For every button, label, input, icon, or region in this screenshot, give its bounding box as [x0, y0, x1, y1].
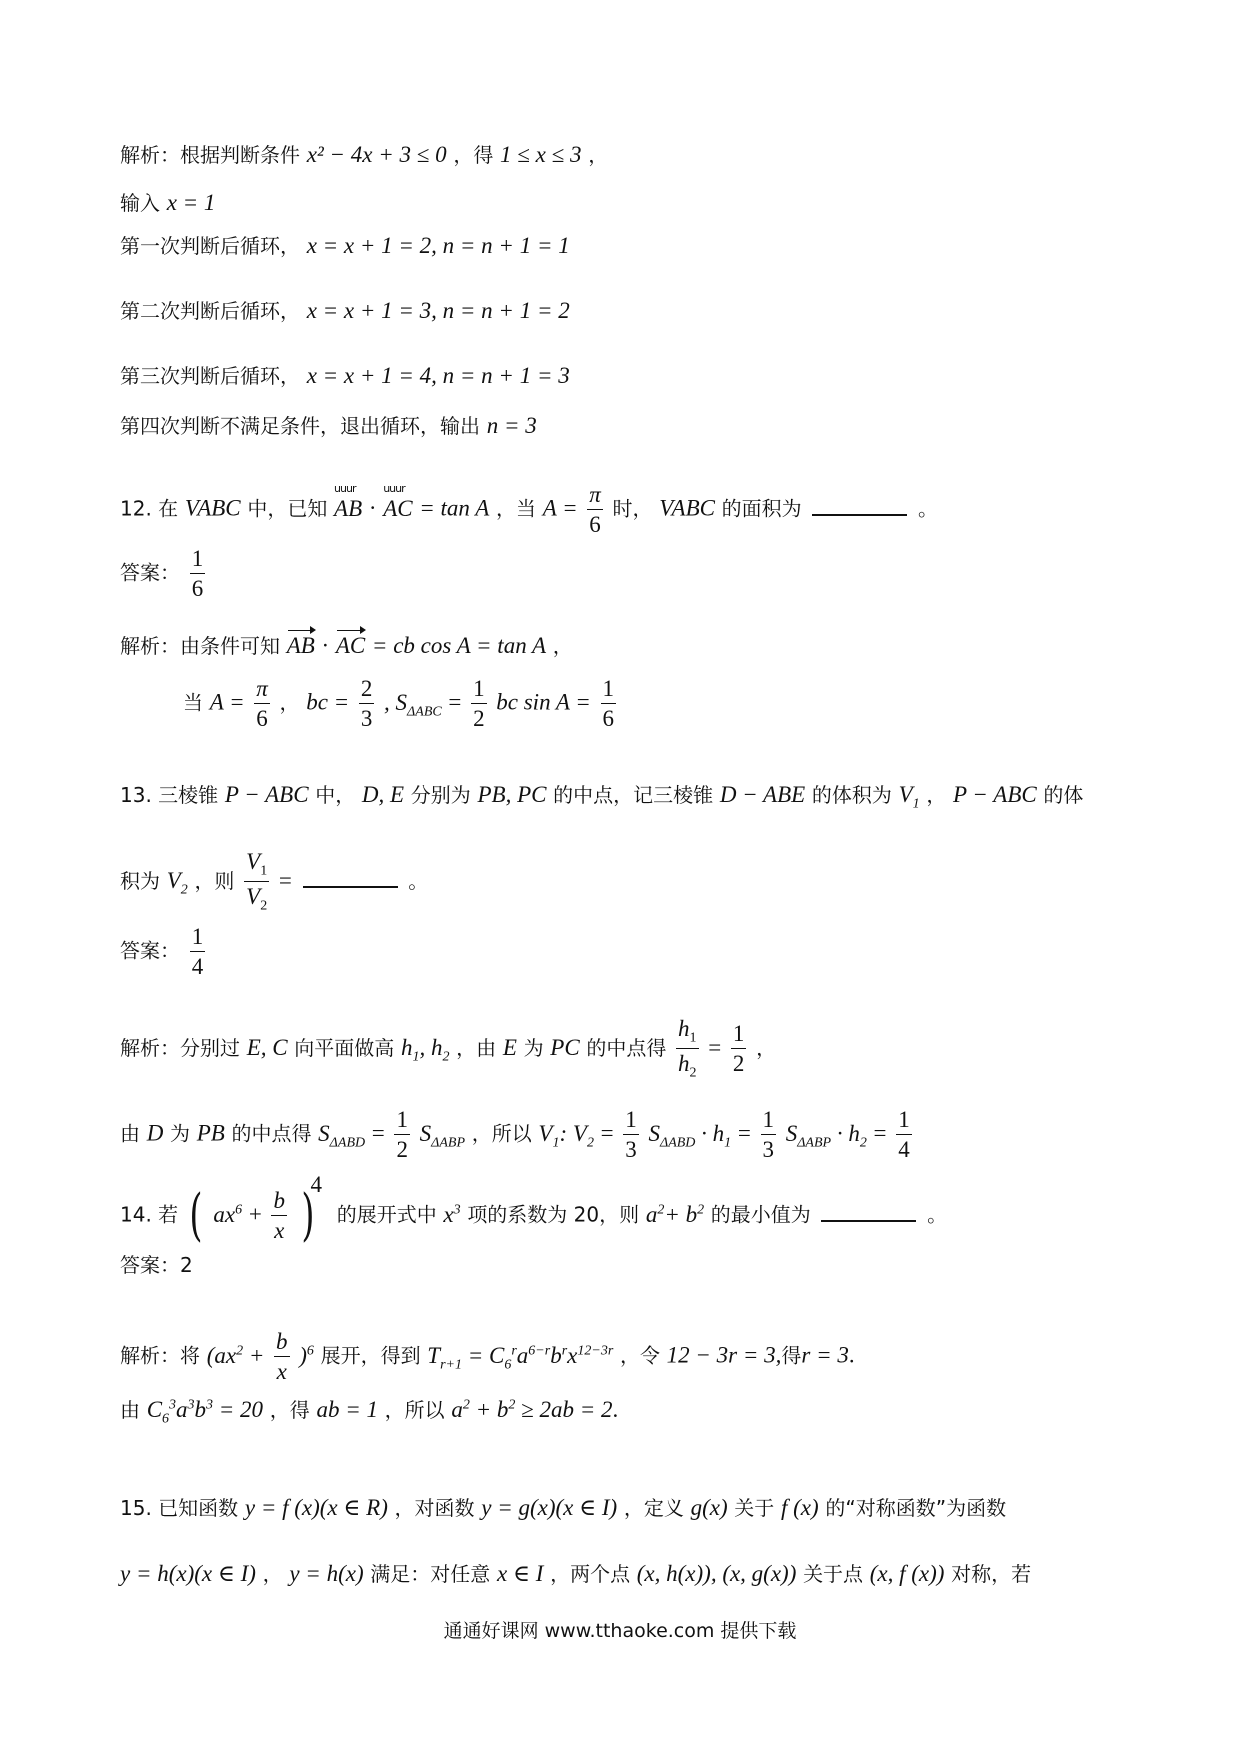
- math: VABC: [659, 495, 715, 521]
- numerator: π: [589, 482, 601, 507]
- text: 第四次判断不满足条件，退出循环，输出: [120, 414, 480, 438]
- text: ，: [262, 1562, 283, 1586]
- vector-ac: [383, 481, 413, 521]
- text: 分别为: [410, 783, 471, 807]
- answer-blank: [821, 1202, 916, 1222]
- math: 12 − 3r = 3,: [666, 1342, 782, 1368]
- denominator: 2: [473, 706, 485, 732]
- s: S: [648, 1120, 660, 1146]
- text: 第二次判断后循环，: [120, 299, 300, 323]
- question-14: [120, 1171, 948, 1248]
- question-13-line-2: [120, 850, 428, 915]
- math: x = x + 1 = 3, n = n + 1 = 2: [306, 298, 570, 323]
- text: 的体积为: [811, 783, 892, 807]
- s: S: [785, 1120, 798, 1146]
- subscript: 2: [586, 1135, 594, 1151]
- vector-ab: [334, 481, 363, 521]
- math-term: [213, 1202, 242, 1227]
- text: 的最小值为: [710, 1202, 811, 1227]
- answer-12: [120, 547, 208, 601]
- text: ，所以: [471, 1121, 532, 1146]
- equals: =: [600, 1120, 614, 1146]
- period: .: [612, 1397, 619, 1422]
- analysis-line-5: [120, 364, 570, 387]
- ax: (ax: [206, 1342, 237, 1368]
- equals: =: [737, 1120, 751, 1146]
- fraction: [896, 1108, 912, 1162]
- text: 输入: [120, 191, 160, 215]
- subscript: 2: [260, 898, 268, 914]
- fraction: [676, 1017, 699, 1082]
- math-term: [146, 1397, 264, 1427]
- denominator: 6: [191, 576, 204, 602]
- analysis-line-1: [120, 143, 608, 166]
- a: a: [451, 1397, 463, 1422]
- math: x = x + 1 = 4, n = n + 1 = 3: [306, 363, 570, 388]
- text: ，令: [619, 1343, 660, 1368]
- x: x: [443, 1201, 454, 1227]
- text: ，所以: [384, 1398, 445, 1422]
- text: ，对函数: [394, 1496, 475, 1520]
- denominator: 6: [256, 706, 268, 732]
- text: 向平面做高: [294, 1035, 395, 1060]
- superscript: 2: [462, 1397, 470, 1413]
- math-ratio: [538, 1120, 594, 1151]
- b: b: [550, 1342, 562, 1368]
- superscript: 2: [508, 1397, 516, 1413]
- text: 项的系数为 20，则: [467, 1202, 640, 1227]
- numerator: V: [246, 849, 261, 874]
- text: 的展开式中: [336, 1202, 437, 1227]
- fraction: [394, 1108, 410, 1162]
- denominator: x: [274, 1218, 285, 1243]
- a: a: [516, 1342, 529, 1368]
- subscript: 1: [412, 1049, 420, 1065]
- v: V: [898, 782, 913, 807]
- right-paren: ): [301, 1183, 315, 1248]
- answer-14: [120, 1255, 193, 1276]
- superscript: 6−r: [528, 1342, 551, 1358]
- equals: = 20: [218, 1397, 264, 1422]
- fraction: [601, 677, 617, 731]
- text: 解析：根据判断条件: [120, 143, 300, 167]
- numerator: 1: [190, 547, 206, 574]
- subscript: 6: [162, 1411, 170, 1427]
- fraction: [190, 547, 206, 601]
- math-heights: $h_1$, $h_2$: [400, 1034, 450, 1065]
- math: y = g(x)(x ∈ I): [481, 1495, 618, 1520]
- text: 的中点得: [231, 1121, 312, 1146]
- fraction: [731, 1022, 747, 1076]
- h: h: [430, 1034, 443, 1060]
- math: = cb cos A = tan A: [371, 633, 547, 658]
- s: S: [419, 1120, 432, 1146]
- text: 由: [120, 1398, 140, 1422]
- text: 为: [523, 1035, 544, 1060]
- h: h: [400, 1034, 413, 1060]
- a: a: [176, 1397, 188, 1422]
- b: b: [194, 1397, 207, 1422]
- page-footer: 通通好课网 www.tthaoke.com 提供下载: [443, 1620, 797, 1642]
- math: f (x): [780, 1495, 819, 1520]
- text: 中，: [315, 783, 356, 807]
- vector-ab: AB: [286, 633, 315, 658]
- analysis-line-4: [120, 299, 570, 322]
- numerator: h: [678, 1016, 690, 1041]
- text: 的面积为: [721, 496, 802, 521]
- numerator: 1: [896, 1108, 912, 1135]
- subscript: 2: [689, 1065, 697, 1081]
- math: D − ABE: [719, 782, 806, 807]
- math-condition: x² − 4x + 3 ≤ 0: [306, 142, 447, 167]
- math-term: [646, 1202, 704, 1227]
- denominator: 2: [396, 1137, 408, 1163]
- analysis-13-line-1: [120, 1017, 776, 1082]
- math: E: [502, 1034, 517, 1060]
- question-15-line-2: [120, 1562, 1031, 1585]
- analysis-14-line-2: [120, 1398, 618, 1427]
- text: 第一次判断后循环，: [120, 234, 300, 258]
- v: V: [166, 867, 181, 893]
- math: PB: [196, 1120, 225, 1146]
- question-15-line-1: [120, 1496, 1006, 1519]
- subscript: ΔABD: [659, 1135, 696, 1151]
- math: bc sin A =: [496, 689, 591, 715]
- text: ，当: [496, 496, 536, 521]
- numerator: 1: [471, 677, 487, 704]
- s: , S: [384, 689, 408, 715]
- fraction: [190, 925, 206, 979]
- text: ，: [756, 1035, 777, 1060]
- math-s: [384, 689, 442, 720]
- numerator: 1: [761, 1108, 777, 1135]
- math-term: [299, 1343, 314, 1368]
- superscript: r: [561, 1342, 568, 1358]
- math-s: [419, 1120, 466, 1151]
- t: T: [427, 1342, 441, 1368]
- question-number: 12. 在: [120, 496, 179, 521]
- dot-h: · h: [836, 1120, 860, 1146]
- denominator: 4: [191, 954, 204, 980]
- math: (x, h(x)), (x, g(x)): [636, 1561, 797, 1586]
- c: = C: [467, 1342, 505, 1368]
- math: E, C: [246, 1034, 288, 1060]
- math: D, E: [361, 782, 405, 807]
- math: P − ABC: [953, 782, 1037, 807]
- math: A =: [542, 495, 578, 521]
- text: ，定义: [623, 1496, 684, 1520]
- text: 时，: [612, 496, 653, 521]
- dot-h: · h: [701, 1120, 725, 1146]
- text: 。: [927, 1202, 948, 1227]
- subscript: 2: [442, 1049, 450, 1065]
- superscript: r: [511, 1342, 517, 1358]
- question-13-line-1: [120, 783, 1083, 812]
- denominator: h: [678, 1051, 690, 1077]
- text: ，则: [194, 868, 235, 893]
- v: V: [538, 1120, 553, 1146]
- analysis-line-3: [120, 234, 570, 257]
- denominator: 6: [589, 512, 601, 538]
- vector-ac: AC: [335, 633, 366, 658]
- analysis-12-line-1: [120, 634, 573, 657]
- text: 。: [408, 868, 429, 893]
- plus-b: + b: [475, 1397, 509, 1422]
- a: a: [645, 1201, 658, 1227]
- question-12: [120, 483, 938, 537]
- garbled-arrow: uuur: [383, 481, 405, 495]
- text: 对称，若: [951, 1562, 1032, 1586]
- superscript: 2: [697, 1201, 705, 1217]
- superscript: 3: [453, 1201, 461, 1217]
- plus: +: [248, 1342, 265, 1368]
- fraction: [271, 1189, 287, 1243]
- math: VABC: [184, 495, 241, 521]
- text: ，: [588, 143, 609, 167]
- math: n = 3: [486, 413, 537, 438]
- dot: ·: [321, 633, 330, 658]
- math-s: [318, 1120, 366, 1151]
- answer-blank: [303, 868, 398, 888]
- numerator: 1: [623, 1108, 639, 1135]
- text: 积为: [120, 868, 160, 893]
- text: ，: [552, 634, 573, 658]
- analysis-line-2: [120, 191, 215, 214]
- math: PB, PC: [477, 782, 547, 807]
- denominator: 3: [360, 706, 373, 732]
- denominator: V: [246, 884, 261, 910]
- math: y = h(x)(x ∈ I): [120, 1561, 256, 1586]
- fraction: [254, 677, 270, 731]
- math: ab = 1: [316, 1397, 378, 1422]
- numerator: b: [276, 1329, 288, 1354]
- math: PC: [550, 1034, 580, 1060]
- analysis-12-line-2: [183, 677, 619, 731]
- period: .: [848, 1342, 855, 1368]
- superscript: 6: [235, 1201, 243, 1217]
- question-number: 13. 三棱锥: [120, 783, 219, 807]
- text: 当: [183, 690, 203, 715]
- math-term: [207, 1343, 265, 1368]
- text: 中，已知: [247, 496, 328, 521]
- fraction: [274, 1330, 290, 1384]
- math-general-term: [427, 1342, 614, 1373]
- answer-label: 答案：: [120, 560, 180, 585]
- math-term: [443, 1202, 460, 1227]
- equals: =: [371, 1120, 385, 1146]
- dot: ·: [368, 495, 377, 521]
- text: ，: [926, 783, 947, 807]
- math: bc =: [306, 689, 350, 715]
- text: ，得: [453, 143, 494, 167]
- analysis-13-line-2: [120, 1108, 915, 1162]
- text: 的体: [1043, 783, 1084, 807]
- equals: =: [873, 1120, 887, 1146]
- math: x ∈ I: [496, 1561, 544, 1586]
- math: y = f (x)(x ∈ R): [244, 1495, 388, 1520]
- text: 。: [918, 496, 939, 521]
- math: x = 1: [166, 190, 216, 215]
- math: (x, f (x)): [869, 1561, 945, 1586]
- answer-blank: [812, 496, 907, 516]
- plus-b: + b: [664, 1201, 698, 1227]
- subscript: ΔABP: [797, 1135, 832, 1151]
- numerator: 1: [190, 925, 206, 952]
- fraction: [623, 1108, 639, 1162]
- subscript: 1: [689, 1030, 697, 1046]
- numerator: π: [256, 676, 268, 701]
- subscript: 2: [859, 1135, 867, 1151]
- subscript: 1: [912, 796, 920, 812]
- question-number: 14. 若: [120, 1202, 179, 1227]
- math-product: [648, 1120, 732, 1151]
- subscript: 1: [260, 863, 268, 879]
- math: A =: [209, 689, 245, 715]
- math: g(x): [690, 1495, 728, 1520]
- denominator: 2: [732, 1051, 745, 1077]
- plus: +: [248, 1201, 262, 1227]
- subscript: 6: [504, 1357, 512, 1373]
- math: y = h(x): [289, 1561, 364, 1586]
- numerator: 1: [731, 1022, 747, 1049]
- math: = tan A: [419, 495, 490, 521]
- text: 解析：由条件可知: [120, 634, 280, 658]
- text: 得: [781, 1343, 802, 1368]
- subscript: 1: [552, 1135, 560, 1151]
- text: 满足：对任意: [370, 1562, 491, 1586]
- numerator: b: [273, 1187, 285, 1213]
- fraction: [244, 850, 269, 915]
- text: 由: [120, 1121, 140, 1146]
- text: ，两个点: [550, 1562, 631, 1586]
- subscript: ΔABD: [329, 1135, 366, 1151]
- superscript: 3: [206, 1397, 214, 1413]
- subscript: 2: [180, 882, 188, 898]
- text: 关于: [734, 1496, 775, 1520]
- superscript: 2: [657, 1201, 665, 1217]
- superscript: 6: [306, 1342, 314, 1358]
- question-number: 15. 已知函数: [120, 1496, 239, 1520]
- x: x: [567, 1342, 578, 1368]
- c: C: [146, 1397, 163, 1422]
- subscript: r+1: [440, 1357, 462, 1373]
- garbled-arrow: uuur: [334, 481, 356, 495]
- text: 解析：将: [120, 1343, 200, 1368]
- math: P − ABC: [224, 782, 309, 807]
- numerator: 1: [394, 1108, 410, 1135]
- math-result: 1 ≤ x ≤ 3: [500, 142, 582, 167]
- equals: =: [448, 689, 462, 715]
- fraction: [471, 677, 487, 731]
- math: AC: [383, 495, 413, 521]
- text: 第三次判断后循环，: [120, 364, 300, 388]
- fraction: [761, 1108, 777, 1162]
- analysis-14-line-1: [120, 1330, 855, 1384]
- text: 的中点，记三棱锥: [553, 783, 714, 807]
- fraction: [359, 677, 375, 731]
- math: x = x + 1 = 2, n = n + 1 = 1: [306, 233, 570, 258]
- math: r = 3: [801, 1342, 849, 1368]
- equals: =: [708, 1034, 722, 1060]
- colon: : V: [559, 1120, 587, 1146]
- math: D: [146, 1120, 164, 1146]
- superscript: 3: [169, 1397, 177, 1413]
- text: 解析：分别过: [120, 1035, 240, 1060]
- answer-13: [120, 925, 208, 979]
- superscript: 12−3r: [577, 1342, 614, 1358]
- text: 的中点得: [586, 1035, 667, 1060]
- denominator: 6: [602, 706, 614, 732]
- numerator: 1: [601, 677, 617, 704]
- fraction: [587, 483, 603, 537]
- denominator: 4: [898, 1137, 910, 1163]
- exponent: 4: [310, 1171, 323, 1197]
- text: ，由: [456, 1035, 497, 1060]
- superscript: 3: [187, 1397, 195, 1413]
- inequality: ≥ 2ab = 2: [521, 1397, 613, 1422]
- math-v1: [898, 782, 920, 812]
- text: ，: [279, 690, 300, 715]
- text: 为: [170, 1121, 190, 1146]
- answer-label: 答案：2: [120, 1253, 193, 1277]
- math-v2: [166, 867, 188, 898]
- s: S: [318, 1120, 330, 1146]
- numerator: 2: [359, 677, 375, 704]
- ax: ax: [213, 1201, 236, 1227]
- answer-label: 答案：: [120, 938, 180, 963]
- text: 的“对称函数”为函数: [825, 1496, 1007, 1520]
- superscript: 2: [236, 1342, 244, 1358]
- denominator: 3: [762, 1137, 775, 1163]
- text: 展开，得到: [320, 1343, 421, 1368]
- math-term: [451, 1397, 612, 1422]
- left-paren: (: [189, 1183, 203, 1248]
- denominator: x: [276, 1359, 287, 1385]
- text: 关于点: [803, 1562, 864, 1586]
- equals: =: [278, 867, 292, 893]
- math-product: [785, 1120, 867, 1151]
- subscript: ΔABP: [431, 1135, 466, 1151]
- math: AB: [334, 495, 363, 521]
- paren: ): [299, 1342, 307, 1368]
- subscript: 1: [724, 1135, 732, 1151]
- text: ，得: [269, 1398, 310, 1422]
- denominator: 3: [625, 1137, 637, 1163]
- subscript: ΔABC: [407, 704, 442, 720]
- analysis-line-6: [120, 414, 537, 437]
